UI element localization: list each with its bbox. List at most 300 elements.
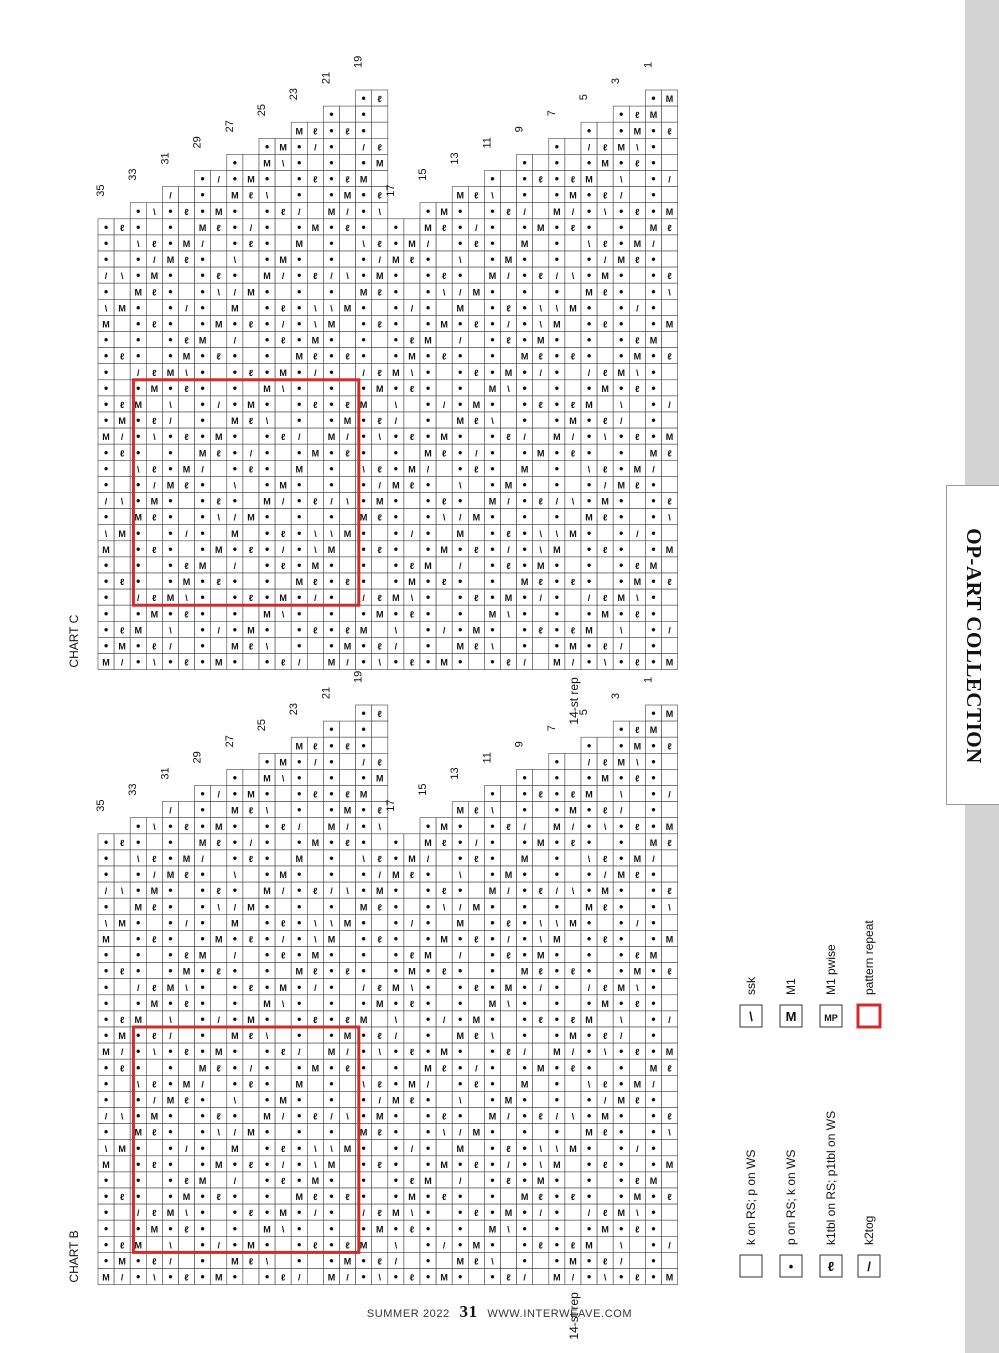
stitch-cell <box>468 1188 484 1204</box>
stitch-symbol: / <box>523 1047 526 1058</box>
row-number: 3 <box>610 77 623 85</box>
stitch-cell <box>533 509 549 525</box>
stitch-symbol: • <box>136 557 141 572</box>
stitch-symbol: • <box>103 1092 109 1107</box>
stitch-symbol: M <box>279 1095 287 1106</box>
stitch-symbol: • <box>490 622 495 637</box>
stitch-symbol: • <box>651 1028 656 1043</box>
stitch-symbol: / <box>458 512 462 523</box>
stitch-symbol: • <box>522 332 527 347</box>
stitch-symbol: • <box>264 754 270 769</box>
stitch-symbol: • <box>297 139 302 154</box>
stitch-symbol: / <box>201 853 204 864</box>
stitch-symbol: / <box>603 1095 607 1106</box>
stitch-symbol: ℓ <box>441 1111 447 1122</box>
stitch-symbol: • <box>425 1156 431 1171</box>
stitch-symbol: • <box>619 818 624 833</box>
stitch-symbol: M <box>263 609 271 620</box>
stitch-symbol: ℓ <box>474 1079 479 1090</box>
stitch-symbol: • <box>619 461 624 476</box>
stitch-symbol: / <box>281 319 285 330</box>
stitch-symbol: • <box>425 268 431 283</box>
stitch-symbol: • <box>200 867 205 882</box>
stitch-symbol: M <box>665 94 674 105</box>
stitch-cell <box>114 557 130 573</box>
stitch-symbol: \ <box>330 918 333 929</box>
stitch-cell <box>629 1252 645 1268</box>
stitch-symbol: / <box>458 560 462 571</box>
stitch-symbol: M <box>327 319 336 330</box>
stitch-symbol: • <box>522 931 527 946</box>
stitch-symbol: ℓ <box>280 335 286 346</box>
stitch-symbol: • <box>651 509 656 524</box>
stitch-symbol: / <box>668 1240 671 1251</box>
stitch-cell <box>565 557 581 573</box>
stitch-symbol: • <box>458 818 463 833</box>
stitch-symbol: • <box>200 622 205 637</box>
stitch-symbol: • <box>393 1221 398 1236</box>
stitch-cell <box>597 963 613 979</box>
stitch-symbol: • <box>232 1156 237 1171</box>
stitch-symbol: • <box>425 867 431 882</box>
stitch-cell <box>372 219 388 235</box>
stitch-cell <box>179 802 195 818</box>
stitch-symbol: \ <box>410 593 414 604</box>
stitch-cell <box>533 460 549 476</box>
stitch-symbol: / <box>314 982 317 993</box>
stitch-symbol: \ <box>314 1143 317 1154</box>
stitch-symbol: / <box>571 657 575 668</box>
stitch-symbol: ℓ <box>409 657 415 668</box>
stitch-symbol: • <box>425 638 431 653</box>
row-number: 15 <box>417 783 429 796</box>
stitch-symbol: • <box>651 1156 656 1171</box>
stitch-symbol: • <box>264 557 270 572</box>
stitch-symbol: M <box>215 1159 223 1170</box>
row-number: 33 <box>127 168 140 181</box>
stitch-symbol: • <box>168 915 173 930</box>
stitch-symbol: \ <box>378 657 382 668</box>
legend-label: M1 pwise <box>824 944 838 995</box>
stitch-symbol: • <box>168 1189 173 1204</box>
stitch-symbol: M <box>231 1256 239 1267</box>
stitch-symbol: • <box>490 541 495 556</box>
stitch-cell <box>501 509 517 525</box>
stitch-symbol: M <box>102 1272 110 1283</box>
stitch-symbol: • <box>264 867 270 882</box>
stitch-symbol: • <box>264 1156 270 1171</box>
stitch-symbol: • <box>651 754 656 769</box>
stitch-symbol: ℓ <box>184 255 189 266</box>
stitch-symbol: ℓ <box>474 805 479 816</box>
stitch-symbol: • <box>264 203 270 218</box>
stitch-symbol: • <box>361 187 366 202</box>
stitch-cell <box>662 1140 678 1156</box>
row-number: 1 <box>642 676 655 683</box>
stitch-symbol: / <box>442 1014 446 1025</box>
stitch-symbol: / <box>571 1047 575 1058</box>
stitch-symbol: ℓ <box>345 1192 350 1203</box>
stitch-symbol: / <box>555 271 559 282</box>
stitch-symbol: / <box>281 886 285 897</box>
stitch-symbol: \ <box>539 918 543 929</box>
stitch-symbol: • <box>103 284 109 299</box>
stitch-symbol: • <box>393 931 398 946</box>
stitch-symbol: • <box>200 1269 205 1284</box>
stitch-symbol: • <box>168 348 173 363</box>
stitch-symbol: • <box>136 1028 141 1043</box>
stitch-cell <box>372 1236 388 1252</box>
stitch-symbol: ℓ <box>152 1159 157 1170</box>
stitch-cell <box>404 267 420 283</box>
stitch-symbol: ℓ <box>667 126 672 137</box>
stitch-symbol: • <box>554 219 559 234</box>
stitch-cell <box>372 1011 388 1027</box>
stitch-symbol: \ <box>491 1031 494 1042</box>
stitch-symbol: M <box>327 821 336 832</box>
stitch-symbol: • <box>586 1156 592 1171</box>
stitch-symbol: ℓ <box>152 416 157 427</box>
stitch-symbol: • <box>103 1172 109 1187</box>
stitch-symbol: • <box>103 396 109 411</box>
stitch-symbol: \ <box>636 367 639 378</box>
stitch-symbol: • <box>651 1092 656 1107</box>
stitch-symbol: • <box>103 638 109 653</box>
stitch-cell <box>275 621 291 637</box>
stitch-cell <box>243 963 259 979</box>
stitch-symbol: • <box>264 834 270 849</box>
stitch-symbol: / <box>507 496 510 507</box>
stitch-symbol: • <box>554 1221 559 1236</box>
stitch-symbol: \ <box>265 416 269 427</box>
stitch-symbol: • <box>361 574 366 589</box>
stitch-cell <box>275 1188 291 1204</box>
stitch-cell <box>114 332 130 348</box>
stitch-symbol: M <box>327 1272 336 1283</box>
stitch-symbol: • <box>200 574 205 589</box>
stitch-symbol: / <box>426 464 430 475</box>
stitch-symbol: • <box>264 947 270 962</box>
stitch-symbol: • <box>490 477 495 492</box>
stitch-symbol: ℓ <box>538 1014 543 1025</box>
stitch-symbol: • <box>619 316 624 331</box>
stitch-symbol: ℓ <box>570 837 576 848</box>
stitch-symbol: ℓ <box>409 870 415 881</box>
chart-title: CHART C <box>67 614 81 668</box>
stitch-cell <box>275 786 291 802</box>
stitch-symbol: • <box>522 1221 527 1236</box>
stitch-symbol: • <box>425 413 431 428</box>
stitch-symbol: / <box>458 1175 462 1186</box>
stitch-cell <box>211 947 227 963</box>
stitch-cell <box>501 460 517 476</box>
stitch-symbol: • <box>232 203 237 218</box>
stitch-cell <box>211 299 227 315</box>
stitch-symbol: • <box>329 171 334 186</box>
stitch-symbol: • <box>168 606 173 621</box>
stitch-cell <box>597 1011 613 1027</box>
stitch-symbol: • <box>458 348 463 363</box>
legend-label: pattern repeat <box>862 920 876 995</box>
stitch-symbol: • <box>200 606 205 621</box>
stitch-symbol: • <box>168 493 173 508</box>
stitch-symbol: • <box>200 541 205 556</box>
stitch-cell <box>404 637 420 653</box>
stitch-symbol: • <box>490 1076 495 1091</box>
stitch-cell <box>501 1027 517 1043</box>
stitch-symbol: • <box>361 867 366 882</box>
stitch-cell <box>565 154 581 170</box>
stitch-symbol: ℓ <box>345 741 350 752</box>
stitch-symbol: ℓ <box>602 902 608 913</box>
stitch-symbol: ℓ <box>409 1175 415 1186</box>
stitch-symbol: • <box>522 622 527 637</box>
stitch-symbol: ℓ <box>313 1014 318 1025</box>
stitch-symbol: / <box>201 238 204 249</box>
stitch-symbol: • <box>554 1205 559 1220</box>
stitch-symbol: ℓ <box>570 174 576 185</box>
stitch-symbol: M <box>440 544 448 555</box>
stitch-cell <box>146 1059 162 1075</box>
stitch-symbol: • <box>458 654 463 669</box>
stitch-symbol: / <box>201 464 204 475</box>
stitch-symbol: M <box>633 741 642 752</box>
stitch-symbol: ℓ <box>602 934 608 945</box>
stitch-symbol: ℓ <box>506 206 511 217</box>
stitch-symbol: M <box>134 399 142 410</box>
stitch-symbol: • <box>554 574 559 589</box>
stitch-symbol: • <box>297 332 302 347</box>
stitch-symbol: ℓ <box>216 886 221 897</box>
stitch-cell <box>597 947 613 963</box>
stitch-symbol: • <box>200 1156 205 1171</box>
stitch-cell <box>468 1091 484 1107</box>
stitch-cell <box>565 332 581 348</box>
stitch-symbol: M <box>150 886 159 897</box>
stitch-symbol: • <box>651 477 656 492</box>
stitch-symbol: ℓ <box>602 1079 608 1090</box>
stitch-symbol: • <box>329 461 334 476</box>
stitch-symbol: ℓ <box>635 725 640 736</box>
stitch-symbol: • <box>232 606 237 621</box>
stitch-cell <box>501 412 517 428</box>
stitch-cell <box>468 818 484 834</box>
stitch-symbol: ℓ <box>248 319 254 330</box>
stitch-cell <box>436 557 452 573</box>
stitch-symbol: M <box>247 399 255 410</box>
stitch-cell <box>275 1252 291 1268</box>
stitch-symbol: • <box>232 770 237 785</box>
stitch-symbol: M <box>150 1111 159 1122</box>
stitch-cell <box>307 1252 323 1268</box>
stitch-symbol: \ <box>636 757 639 768</box>
stitch-symbol: / <box>330 271 333 282</box>
stitch-symbol: ℓ <box>474 593 479 604</box>
stitch-symbol: • <box>232 235 237 250</box>
stitch-symbol: • <box>168 1076 173 1091</box>
stitch-cell <box>404 1059 420 1075</box>
stitch-symbol: \ <box>507 609 510 620</box>
stitch-cell <box>114 1091 130 1107</box>
stitch-symbol: • <box>619 738 624 753</box>
stitch-cell <box>114 930 130 946</box>
stitch-symbol: • <box>361 770 366 785</box>
stitch-cell <box>275 802 291 818</box>
stitch-symbol: \ <box>458 255 462 266</box>
stitch-symbol: • <box>168 883 173 898</box>
stitch-symbol: • <box>361 1156 366 1171</box>
stitch-symbol: • <box>297 557 302 572</box>
stitch-symbol: • <box>522 1108 527 1123</box>
stitch-symbol: ℓ <box>667 741 672 752</box>
stitch-symbol: / <box>636 303 639 314</box>
stitch-symbol: • <box>232 316 237 331</box>
stitch-symbol: \ <box>346 496 349 507</box>
stitch-cell <box>340 995 356 1011</box>
stitch-symbol: ℓ <box>474 853 479 864</box>
row-number: 15 <box>417 168 429 181</box>
footer-issue: SUMMER 2022 <box>366 1308 450 1320</box>
stitch-symbol: • <box>168 1108 173 1123</box>
stitch-symbol: • <box>264 850 270 865</box>
stitch-cell <box>211 1220 227 1236</box>
stitch-symbol: ℓ <box>635 950 640 961</box>
stitch-symbol: • <box>522 316 527 331</box>
stitch-symbol: ℓ <box>635 1095 640 1106</box>
stitch-symbol: M <box>665 1047 674 1058</box>
stitch-symbol: • <box>586 1269 592 1284</box>
stitch-symbol: • <box>458 606 463 621</box>
stitch-symbol: \ <box>636 142 639 153</box>
stitch-symbol: ℓ <box>635 560 640 571</box>
stitch-symbol: / <box>346 206 349 217</box>
stitch-symbol: M <box>215 934 223 945</box>
stitch-cell <box>468 1140 484 1156</box>
stitch-symbol: • <box>651 155 656 170</box>
stitch-symbol: M <box>488 886 497 897</box>
stitch-symbol: ℓ <box>474 238 479 249</box>
stitch-symbol: ℓ <box>377 142 382 153</box>
stitch-symbol: ℓ <box>441 577 447 588</box>
stitch-cell <box>533 187 549 203</box>
stitch-symbol: • <box>619 1140 624 1155</box>
stitch-symbol: • <box>651 203 656 218</box>
stitch-symbol: / <box>104 1111 108 1122</box>
stitch-cell <box>468 995 484 1011</box>
stitch-symbol: \ <box>636 982 639 993</box>
stitch-cell <box>662 557 678 573</box>
stitch-symbol: ℓ <box>377 512 382 523</box>
stitch-symbol: M <box>279 255 287 266</box>
stitch-symbol: ℓ <box>216 1111 221 1122</box>
stitch-cell <box>372 573 388 589</box>
stitch-cell <box>501 171 517 187</box>
stitch-symbol: / <box>233 287 237 298</box>
stitch-symbol: ℓ <box>248 190 254 201</box>
stitch-symbol: M <box>247 1240 255 1251</box>
stitch-symbol: • <box>103 1076 109 1091</box>
stitch-cell <box>307 1091 323 1107</box>
stitch-symbol: / <box>458 1127 462 1138</box>
stitch-symbol: • <box>136 252 141 267</box>
stitch-symbol: • <box>232 541 237 556</box>
stitch-symbol: • <box>168 509 173 524</box>
stitch-symbol: • <box>361 445 366 460</box>
stitch-symbol: • <box>586 525 592 540</box>
stitch-symbol: / <box>362 757 365 768</box>
stitch-symbol: • <box>232 445 237 460</box>
stitch-symbol: • <box>425 1124 431 1139</box>
stitch-symbol: ℓ <box>377 982 382 993</box>
stitch-cell <box>565 753 581 769</box>
stitch-cell <box>372 914 388 930</box>
stitch-symbol: • <box>554 899 559 914</box>
stitch-symbol: / <box>619 1256 623 1267</box>
stitch-symbol: \ <box>442 1127 446 1138</box>
stitch-symbol: ℓ <box>667 577 672 588</box>
stitch-symbol: ℓ <box>248 934 254 945</box>
stitch-symbol: • <box>232 979 237 994</box>
stitch-symbol: M <box>231 303 239 314</box>
stitch-cell <box>243 154 259 170</box>
stitch-symbol: • <box>200 915 205 930</box>
stitch-symbol: ℓ <box>506 1175 511 1186</box>
stitch-symbol: \ <box>539 528 543 539</box>
stitch-symbol: M <box>295 1192 303 1203</box>
stitch-cell <box>179 283 195 299</box>
stitch-cell <box>146 332 162 348</box>
stitch-symbol: • <box>651 284 656 299</box>
stitch-symbol: • <box>264 915 270 930</box>
stitch-symbol: ℓ <box>570 351 576 362</box>
stitch-symbol: / <box>458 287 462 298</box>
stitch-symbol: • <box>103 850 109 865</box>
stitch-symbol: ℓ <box>474 367 479 378</box>
stitch-symbol: • <box>136 268 141 283</box>
stitch-symbol: • <box>200 348 205 363</box>
stitch-symbol: ℓ <box>538 886 543 897</box>
stitch-symbol: \ <box>169 399 172 410</box>
stitch-symbol: ℓ <box>280 1143 286 1154</box>
stitch-cell <box>146 348 162 364</box>
stitch-cell <box>533 154 549 170</box>
stitch-symbol: M <box>359 512 368 523</box>
stitch-symbol: ℓ <box>441 271 447 282</box>
stitch-symbol: / <box>507 319 510 330</box>
stitch-cell <box>662 251 678 267</box>
stitch-symbol: • <box>458 219 463 234</box>
stitch-symbol: ℓ <box>474 464 479 475</box>
stitch-cell <box>211 605 227 621</box>
stitch-symbol: • <box>361 123 366 138</box>
stitch-symbol: M <box>633 1079 642 1090</box>
stitch-symbol: M <box>665 206 674 217</box>
stitch-cell <box>146 557 162 573</box>
stitch-cell <box>436 380 452 396</box>
stitch-symbol: • <box>458 235 463 250</box>
legend-swatch <box>858 1005 880 1027</box>
stitch-cell <box>307 1269 323 1285</box>
stitch-symbol: • <box>136 429 141 444</box>
stitch-symbol: \ <box>136 238 140 249</box>
stitch-cell <box>404 834 420 850</box>
stitch-symbol: • <box>393 574 398 589</box>
stitch-symbol: • <box>168 574 173 589</box>
stitch-cell <box>179 1108 195 1124</box>
stitch-symbol: / <box>378 870 382 881</box>
stitch-cell <box>243 428 259 444</box>
stitch-symbol: • <box>329 1189 334 1204</box>
